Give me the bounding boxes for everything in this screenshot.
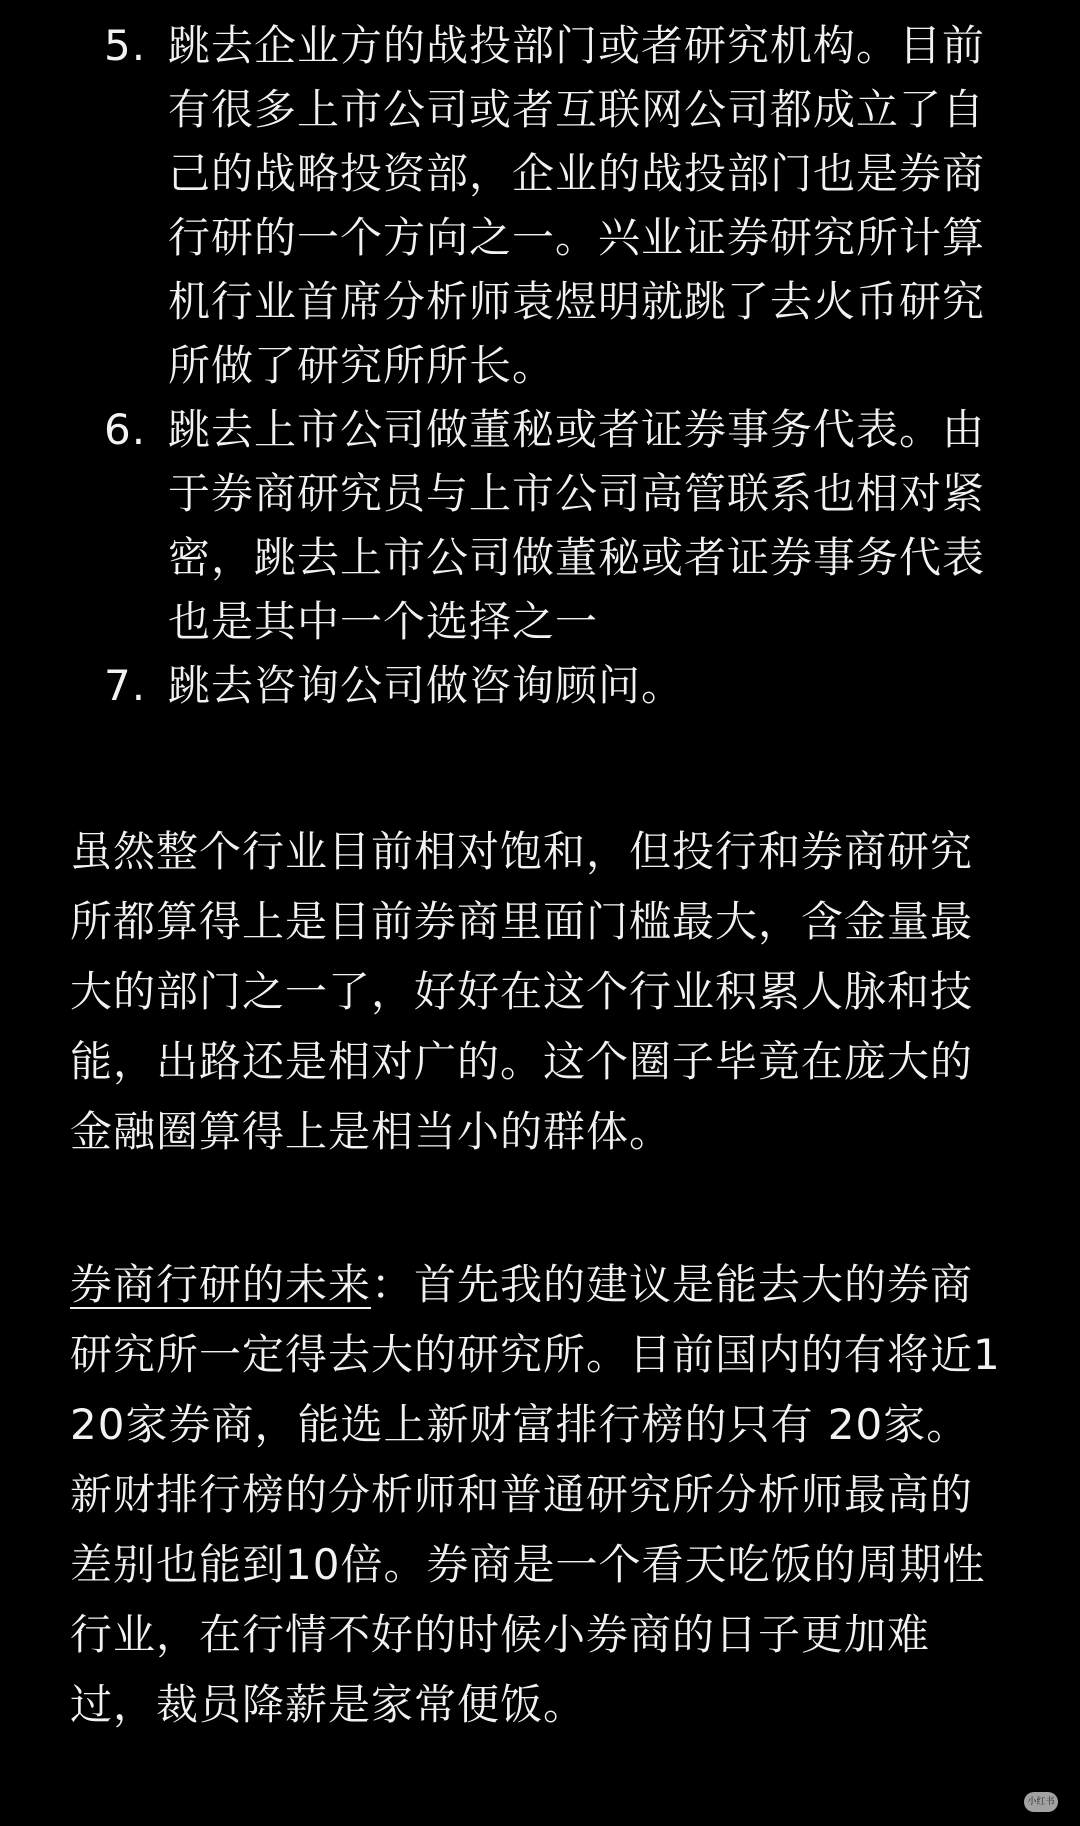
list-item-text: 跳去企业方的战投部门或者研究机构。目前有很多上市公司或者互联网公司都成立了自己的战略投资部，企业的战投部门也是券商行研的一个方向之一。兴业证券研究所计算机行业首席分析师袁煜明就跳了去火币研究所做了研究所所长。 xyxy=(168,21,986,390)
list-item-number: 7. xyxy=(104,661,147,710)
industry-summary-paragraph: 虽然整个行业目前相对饱和，但投行和券商研究所都算得上是目前券商里面门槛最大，含金量最大的部门之一了，好好在这个行业积累人脉和技能，出路还是相对广的。这个圈子毕竟在庞大的金融圈算得上是相当小的群体。 xyxy=(70,827,974,1156)
heading-separator: ： xyxy=(371,1260,415,1309)
list-item-text: 跳去咨询公司做咨询顾问。 xyxy=(168,661,685,710)
future-outlook-body: 首先我的建议是能去大的券商研究所一定得去大的研究所。目前国内的有将近120家券商，能选上新财富排行榜的只有 20家。新财排行榜的分析师和普通研究所分析师最高的差别也能到10倍。券商是一个看天吃饭的周期性行业，在行情不好的时候小券商的日子更加难过，裁员降薪是家常便饭。 xyxy=(70,1260,1001,1729)
career-options-list xyxy=(92,14,1022,718)
list-item xyxy=(92,14,1022,398)
xiaohongshu-logo-icon: 小红书 xyxy=(1024,1792,1058,1812)
future-outlook-paragraph xyxy=(70,1250,1010,1740)
future-outlook-heading: 券商行研的未来 xyxy=(70,1260,372,1309)
list-item-text: 跳去上市公司做董秘或者证券事务代表。由于券商研究员与上市公司高管联系也相对紧密，跳去上市公司做董秘或者证券事务代表也是其中一个选择之一 xyxy=(168,405,986,646)
list-item-number: 6. xyxy=(104,405,147,454)
list-item xyxy=(92,654,1022,718)
list-item-number: 5. xyxy=(104,21,147,70)
list-item xyxy=(92,398,1022,654)
